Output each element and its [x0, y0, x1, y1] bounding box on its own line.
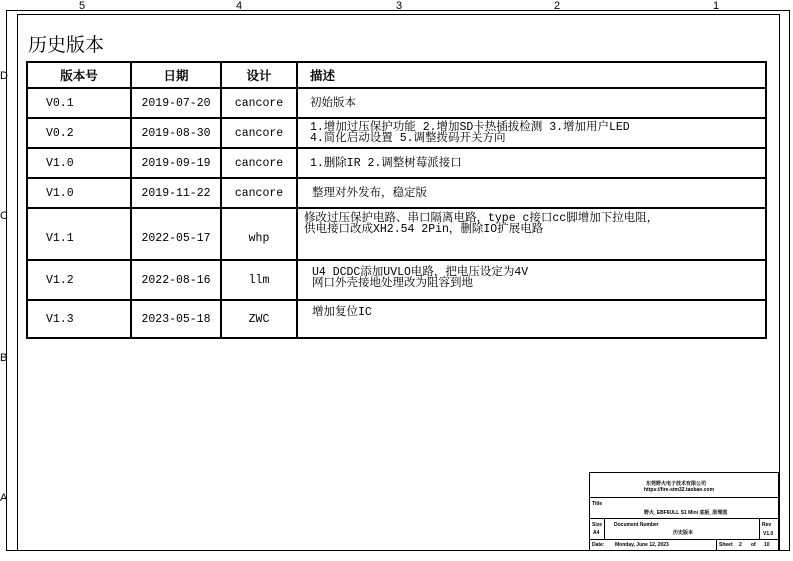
zone-col-2: 2 [554, 0, 561, 12]
zone-col-4: 4 [236, 0, 243, 12]
header-description: 描述 [297, 62, 766, 88]
size-value: A4 [593, 530, 600, 536]
description-line: U4 DCDC添加UVLO电路，把电压设定为4V [312, 266, 529, 279]
cell-date: 2019-07-20 [131, 88, 221, 118]
sheet-value: 2 [739, 542, 742, 548]
title-block-company-cell [589, 472, 779, 498]
company-name: 东莞野火电子技术有限公司 [646, 481, 707, 487]
table-row [27, 118, 766, 148]
cell-designer: cancore [221, 118, 297, 148]
table-row [27, 260, 766, 300]
description-line: 4.简化启动设置 5.调整拨码开关方向 [310, 132, 506, 145]
cell-date: 2019-09-19 [131, 148, 221, 178]
cell-description [297, 88, 766, 118]
zone-col-3: 3 [396, 0, 403, 12]
title-label: Title [592, 501, 603, 507]
cell-date: 2022-08-16 [131, 260, 221, 300]
company-url: https://fire-stm32.taobao.com [644, 487, 715, 493]
cell-version: V1.1 [27, 208, 131, 260]
description-line: 1.删除IR 2.调整树莓派接口 [310, 156, 462, 170]
title-block-size-cell [589, 518, 605, 540]
cell-version: V1.0 [27, 148, 131, 178]
table-row [27, 88, 766, 118]
cell-date: 2023-05-18 [131, 300, 221, 338]
table-row [27, 208, 766, 260]
cell-designer: ZWC [221, 300, 297, 338]
cell-designer: cancore [221, 148, 297, 178]
zone-row-d: D [0, 70, 8, 82]
title-block-rev-cell [759, 518, 779, 540]
table-row [27, 178, 766, 208]
zone-row-a: A [0, 492, 8, 504]
cell-description [297, 300, 766, 338]
title-block-docnum-cell [604, 518, 760, 540]
title-value: 野火_EBF6ULL S1 Mini 底板_原理图 [644, 510, 728, 516]
size-label: Size [592, 522, 603, 528]
zone-row-b: B [0, 352, 8, 364]
cell-version: V1.2 [27, 260, 131, 300]
of-label: of [751, 542, 756, 548]
description-line: 修改过压保护电路、串口隔离电路，type c接口cc脚增加下拉电阻， [304, 212, 659, 225]
description-line: 网口外壳接地处理改为阻容到地 [312, 277, 473, 290]
table-row [27, 148, 766, 178]
title-block-sheet-cell [716, 539, 779, 551]
title-block-date-cell [589, 539, 717, 551]
header-version: 版本号 [27, 62, 131, 88]
cell-designer: llm [221, 260, 297, 300]
rev-label: Rev [762, 522, 772, 528]
header-date: 日期 [131, 62, 221, 88]
date-value: Monday, June 12, 2023 [615, 542, 669, 548]
table-row [27, 300, 766, 338]
cell-designer: cancore [221, 88, 297, 118]
page-title: 历史版本 [28, 34, 105, 56]
cell-designer: whp [221, 208, 297, 260]
zone-row-c: C [0, 210, 8, 222]
cell-date: 2022-05-17 [131, 208, 221, 260]
title-block-title-cell [589, 497, 779, 519]
header-designer: 设计 [221, 62, 297, 88]
cell-version: V1.3 [27, 300, 131, 338]
sheet-label: Sheet [719, 542, 733, 548]
date-label: Date: [592, 542, 605, 548]
cell-date: 2019-08-30 [131, 118, 221, 148]
cell-description [297, 260, 766, 300]
rev-value: V1.0 [763, 531, 774, 537]
cell-description [297, 208, 766, 260]
description-line: 整理对外发布，稳定版 [312, 186, 427, 200]
cell-version: V0.1 [27, 88, 131, 118]
zone-col-5: 5 [79, 0, 86, 12]
docnum-value: 历史版本 [673, 530, 694, 536]
description-line: 初始版本 [310, 96, 356, 110]
cell-designer: cancore [221, 178, 297, 208]
cell-date: 2019-11-22 [131, 178, 221, 208]
of-value: 10 [764, 542, 770, 548]
cell-version: V1.0 [27, 178, 131, 208]
zone-col-1: 1 [713, 0, 720, 12]
cell-description [297, 178, 766, 208]
cell-version: V0.2 [27, 118, 131, 148]
description-line: 1.增加过压保护功能 2.增加SD卡热插拔检测 3.增加用户LED [310, 121, 630, 134]
table-header-row [27, 62, 766, 88]
cell-description [297, 148, 766, 178]
revision-history-table [26, 61, 767, 339]
description-line: 增加复位IC [312, 306, 372, 319]
cell-description [297, 118, 766, 148]
description-line: 供电接口改成XH2.54 2Pin，删除IO扩展电路 [304, 223, 544, 236]
docnum-label: Document Number [614, 522, 659, 528]
